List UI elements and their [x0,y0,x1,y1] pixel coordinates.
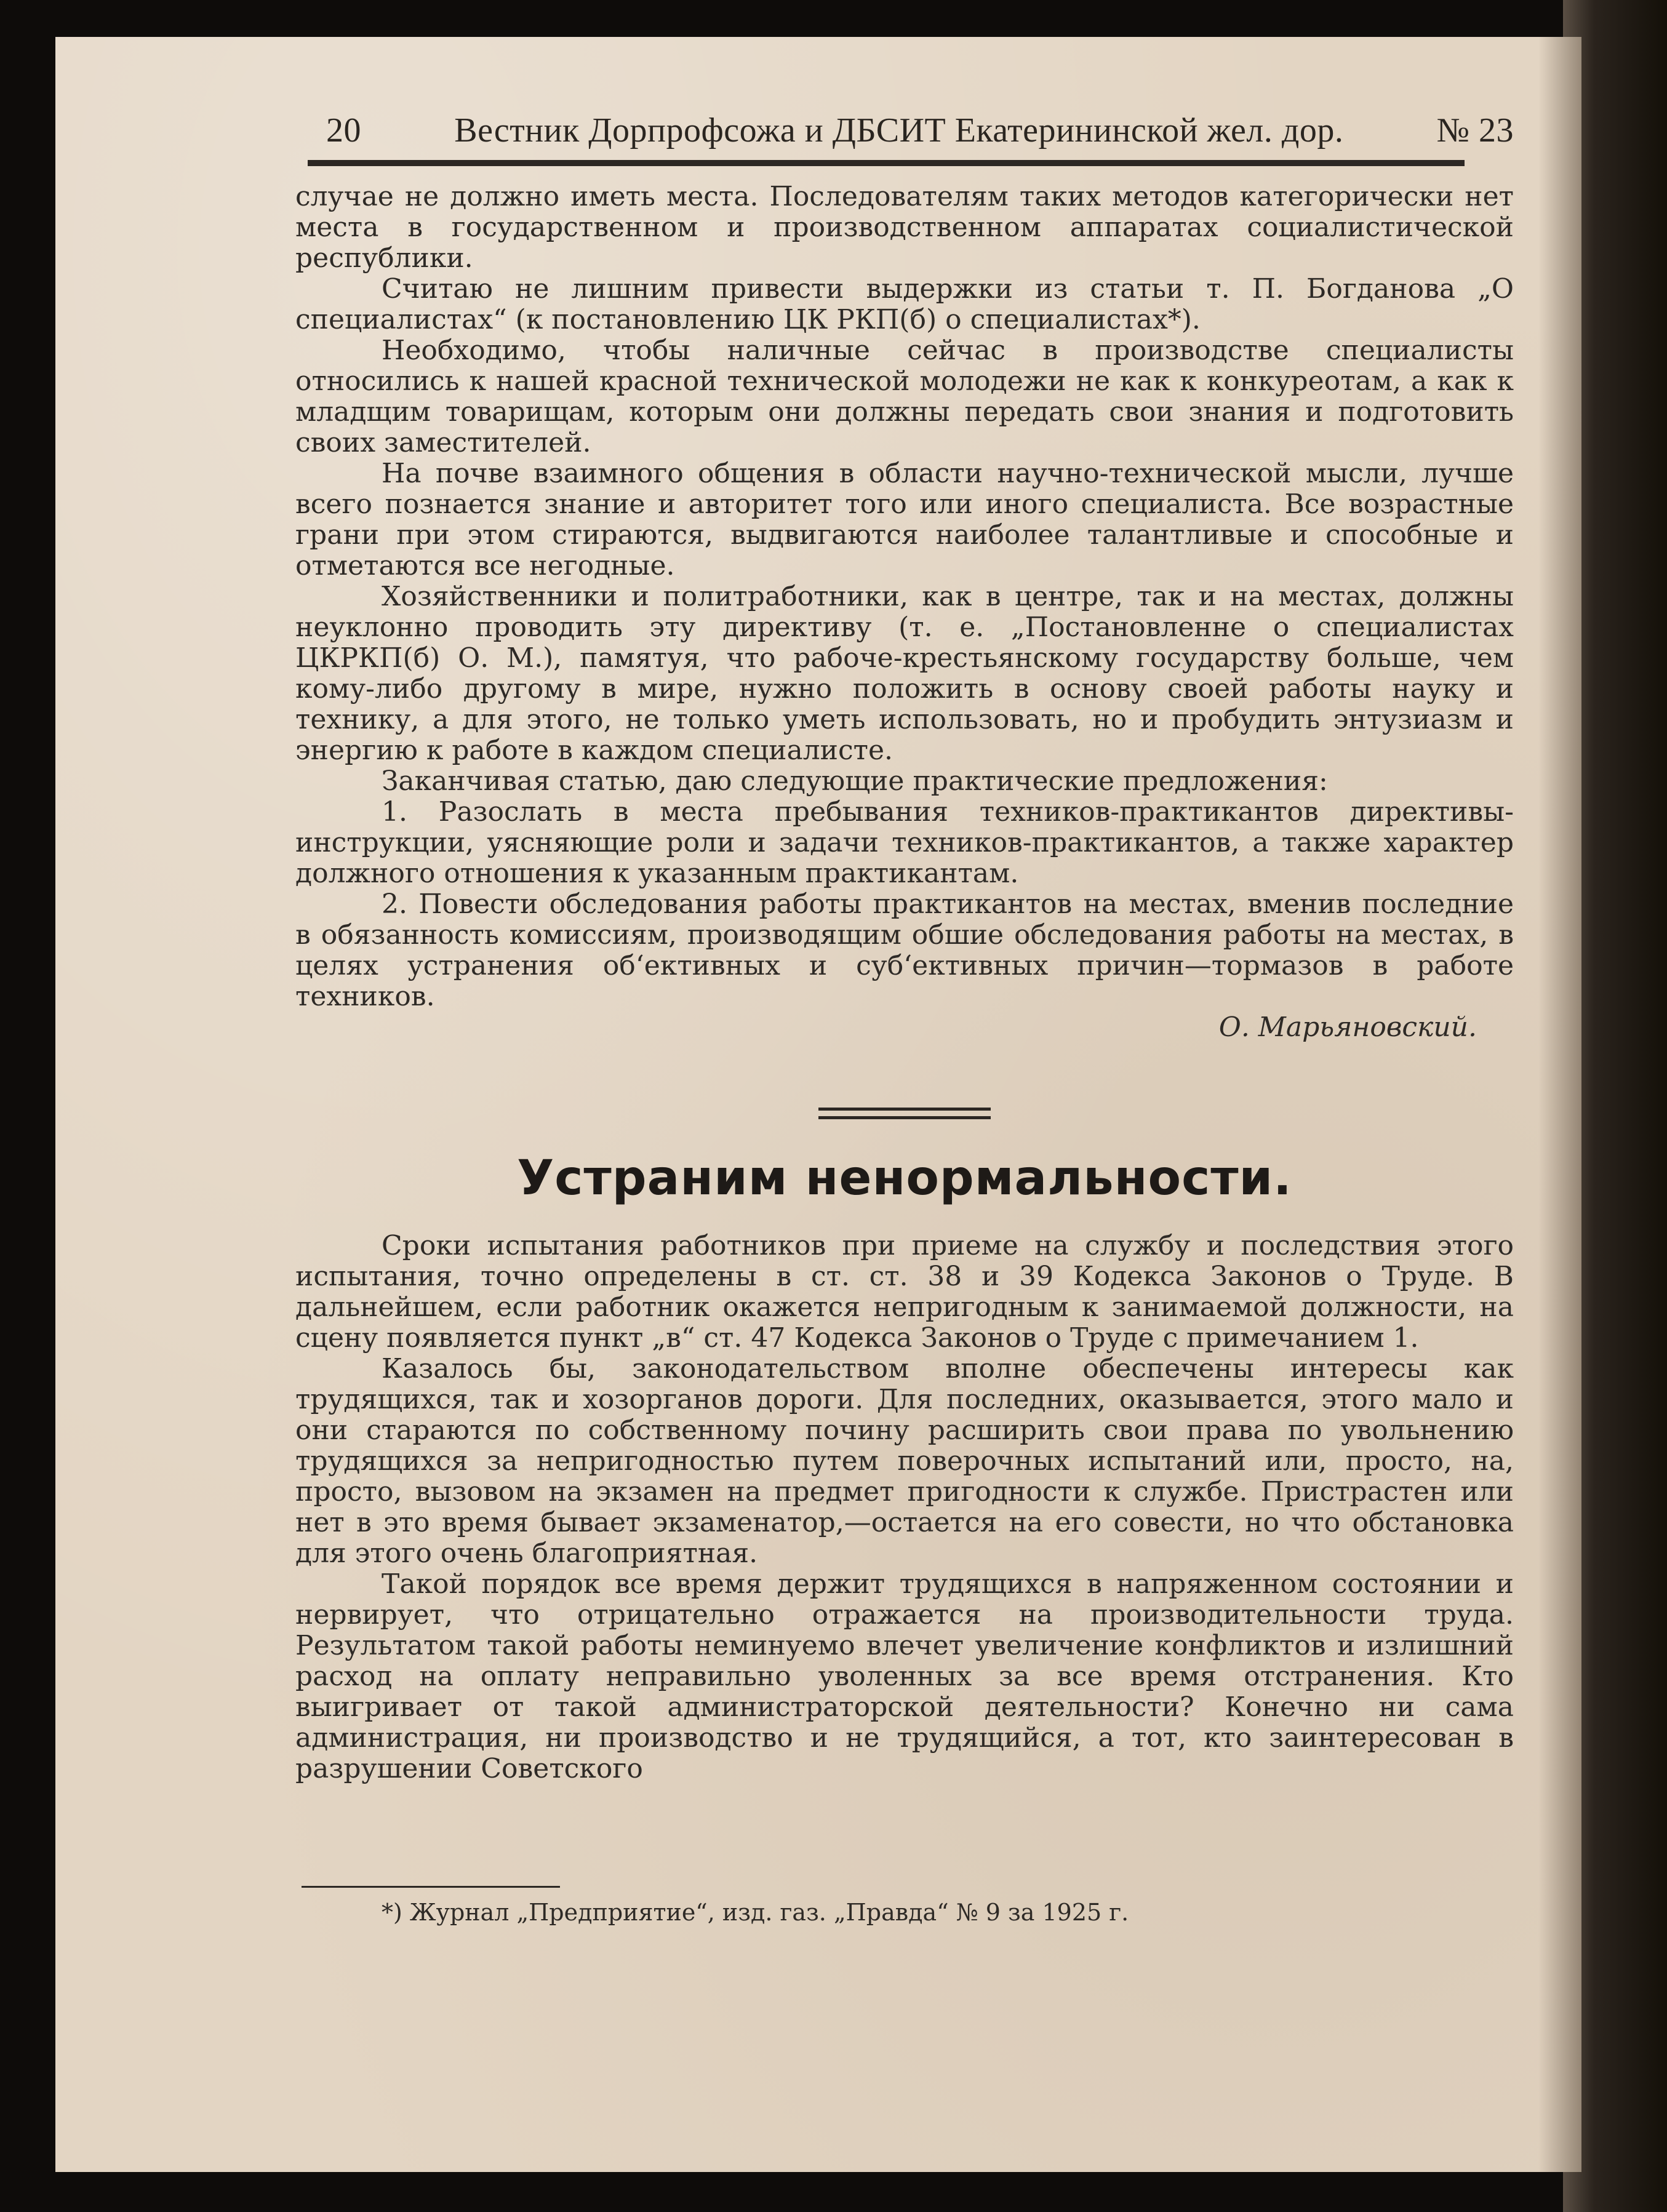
paragraph: Заканчивая статью, даю следующие практические предложения: [382,765,1328,797]
header-rule [308,160,1465,166]
paragraph: Хозяйственники и политработники, как в центре, так и на местах, должны неуклонно проводить эту директиву (т. е. „Постановленне о специалистах ЦКРКП(б) О. М.), памятуя, что рабоче-крестьянскому государству больше, чем кому-либо другому в мире, нужно положить в основу своей работы науку и технику, а для этого, не только уметь использовать, но и пробудить энтузиазм и энергию к работе в каждом специалисте. [295,581,1514,766]
journal-title: Вестник Дорпрофсожа и ДБСИТ Екатерининской жел. дор. [454,111,1344,150]
article-continuation [295,182,1514,1043]
list-item: 2. Повести обследования работы практикантов на местах, вменив последние в обязанность комиссиям, производящим обшие обследования работы на местах, в целях устранения об‘ективных и суб‘ективных причин—тормазов в работе техников. [295,888,1514,1012]
footnote-rule [302,1886,560,1888]
running-header [246,68,1514,160]
footnote: *) Журнал „Предприятие“, изд. газ. „Правда“ № 9 за 1925 г. [382,1899,1129,1926]
page-number: 20 [326,111,361,150]
article-title: Устраним ненормальности. [517,1151,1292,1206]
issue-number: № 23 [1436,111,1514,150]
paragraph: Необходимо, чтобы наличные сейчас в производстве специалисты относились к нашей красной технической молодежи не как к конкуреотам, а как к младщим товарищам, которым они должны передать свои знания и подготовить своих заместителей. [295,335,1514,458]
paragraph: Казалось бы, законодательством вполне обеспечены интересы как трудящихся, так и хозорганов дороги. Для последних, оказывается, этого мало и они стараются по собственному почину расширить свои права по увольнению трудящихся за непригодностью путем поверочных испытаний или, просто, на, просто, вызовом на экзамен на предмет пригодности к службе. Пристрастен или нет в это время бывает экзаменатор,—остается на его совести, но что обстановка для этого очень благоприятная. [295,1353,1514,1569]
paragraph: Считаю не лишним привести выдержки из статьи т. П. Богданова „О специалистах“ (к постановлению ЦК РКП(б) о специалистах*). [295,273,1514,335]
paragraph: случае не должно иметь места. Последователям таких методов категорически нет места в государственном и производственном аппаратах социалистической республики. [295,181,1514,274]
paragraph: Такой порядок все время держит трудящихся в напряженном состоянии и нервирует, что отрицательно отражается на производительности труда. Результатом такой работы неминуемо влечет увеличение конфликтов и излишний расход на оплату неправильно уволенных за все время отстранения. Кто выигривает от такой администраторской деятельности? Конечно ни сама администрация, ни производство и не трудящийся, а тот, кто заинтересован в разрушении Советского [295,1568,1514,1784]
article-body [295,1231,1514,1784]
section-divider [818,1108,991,1120]
author-signature: О. Марьяновский. [1218,1012,1477,1043]
list-item: 1. Разослать в места пребывания техников-практикантов директивы-инструкции, уясняющие роли и задачи техников-практикантов, а также характер должного отношения к указанным практикантам. [295,796,1514,889]
paragraph: На почве взаимного общения в области научно-технической мысли, лучше всего познается знание и авторитет того или иного специалиста. Все возрастные грани при этом стираются, выдвигаются наиболее талантливые и способные и отметаются все негодные. [295,458,1514,581]
signature-line [295,1012,1514,1043]
paragraph: Сроки испытания работников при приеме на службу и последствия этого испытания, точно определены в ст. ст. 38 и 39 Кодекса Законов о Труде. В дальнейшем, если работник окажется непригодным к занимаемой должности, на сцену появляется пункт „в“ ст. 47 Кодекса Законов о Труде с примечанием 1. [295,1230,1514,1354]
